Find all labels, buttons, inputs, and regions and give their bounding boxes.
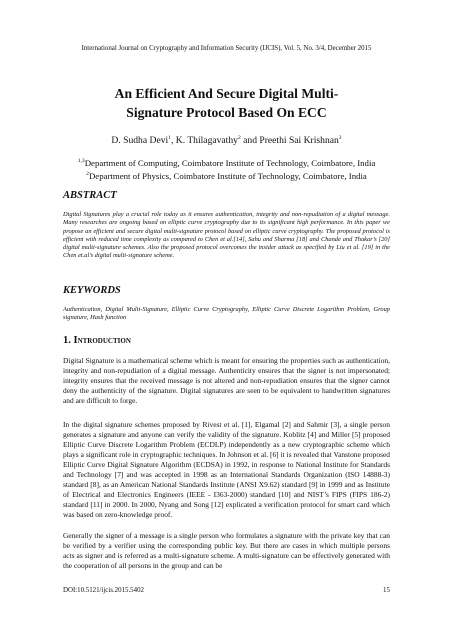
page-number: 15 xyxy=(383,587,390,594)
keywords-text: Authentication, Digital Multi-Signature, Elliptic Curve Cryptography, Elliptic Curve Discrete Logarithm Problem, Group signature, Hash function xyxy=(63,306,390,322)
affiliation xyxy=(40,156,413,169)
doi: DOI:10.5121/ijcis.2015.5402 xyxy=(63,587,144,594)
author-separator: , xyxy=(170,135,176,147)
author-affiliation-mark: 3 xyxy=(338,135,342,141)
author-name: D. Sudha Devi xyxy=(111,135,169,147)
section-number: 1. xyxy=(63,335,74,346)
section-title: Introduction xyxy=(73,335,131,346)
author-name: Preethi Sai Krishnan xyxy=(259,135,339,147)
title-line-1: An Efficient And Secure Digital Multi- xyxy=(114,86,339,101)
keywords-heading: KEYWORDS xyxy=(63,285,121,296)
intro-paragraph-1: Digital Signature is a mathematical scheme which is meant for ensuring the properties such as authentication, integrity and non-repudiation of a digital message. Authenticity ensures that the signer is not impersonated; integrity ensures that the received message is not altered and non-repudiation ensures that the signer cannot deny the authenticity of the signature. Digital signatures are seen to be equivalent to handwritten signatures and are difficult to forge. xyxy=(63,356,390,405)
abstract-text: Digital Signatures play a crucial role today as it ensures authentication, integrity and non-repudiation of a digital message. Many researches are ongoing based on elliptic curve cryptography due to its significant high performance. In this paper we propose an efficient and secure digital multi-signature protocol based on elliptic curve cryptography. The proposed protocol is efficient with reduced time complexity as compared to Chen et al.[14], Sahu and Sharma [18] and Chande and Thakar’s [20] digital multi-signature schemes. Also the proposed protocol overcomes the insider attack as specified by Liu et al. [19] in the Chen et.al’s digital multi-signature scheme. xyxy=(63,211,390,260)
affiliation-mark: 2 xyxy=(86,170,89,177)
intro-paragraph-3: Generally the signer of a message is a single person who formulates a signature with the private key that can be verified by a verifier using the corresponding public key. But there are cases in which multiple persons acts as signer and is referred as a multi-signature scheme. A multi-signature can be effectively generated with the cooperation of all persons in the group and can be xyxy=(63,531,390,570)
intro-paragraph-2: In the digital signature schemes proposed by Rivest et al. [1], Elgamal [2] and Sahmir [3], a single person generates a signature and anyone can verify the validity of the signature. Koblitz [4] and Miller [5] proposed Elliptic Curve Discrete Logarithm Problem (ECDLP) independently as a new cryptographic scheme which plays a significant role in cryptographic techniques. In Johnson et al. [6] it is revealed that Vanstone proposed Elliptic Curve Digital Signature Algorithm (ECDSA) in 1992, in response to National Institute for Standards and Technology [7] and was accepted in 1998 as an International Standards Organization (ISO 14888-3) standard [8], as an American National Standards Institute (ANSI X9.62) standard [9] in 1999 and as Institute of Electrical and Electronics Engineers (IEEE - I363-2000) standard [10] and NIST’s FIPS (FIPS 186-2) standard [11] in 2000. In 2000, Nyang and Song [12] explicated a verification protocol for smart card which was based on zero-knowledge proof. xyxy=(63,420,390,519)
affiliation-text: Department of Computing, Coimbatore Institute of Technology, Coimbatore, India xyxy=(84,157,376,168)
author-separator: and xyxy=(240,135,260,147)
section-heading-introduction xyxy=(63,335,131,346)
abstract-heading: ABSTRACT xyxy=(63,190,117,201)
title-line-2: Signature Protocol Based On ECC xyxy=(126,105,327,120)
affiliation-text: Department of Physics, Coimbatore Institute of Technology, Coimbatore, India xyxy=(88,170,367,181)
affiliation-mark: 1,3 xyxy=(77,158,85,164)
author-affiliation-mark: 2 xyxy=(237,135,241,141)
paper-title xyxy=(40,84,413,122)
author-list xyxy=(40,135,413,146)
affiliation-list xyxy=(40,156,413,182)
author-name: K. Thilagavathy xyxy=(175,135,238,147)
running-header: International Journal on Cryptography and Information Security (IJCIS), Vol. 5, No. 3/4, December 2015 xyxy=(81,45,372,52)
author-affiliation-mark: 1 xyxy=(168,135,171,141)
affiliation xyxy=(40,169,413,182)
